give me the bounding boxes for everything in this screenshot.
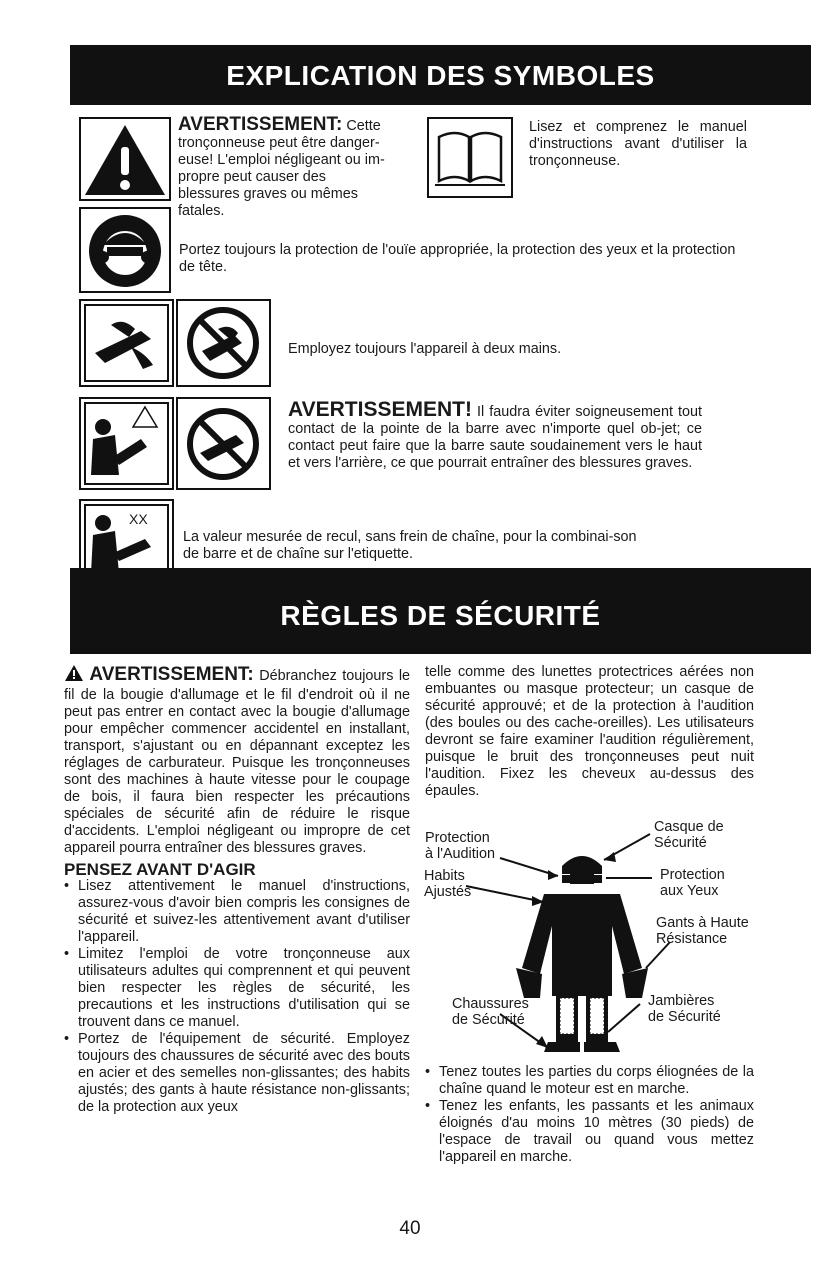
eye-protection-label: Protection aux Yeux bbox=[660, 867, 725, 899]
page-number: 40 bbox=[399, 1218, 421, 1239]
manual-book-icon bbox=[427, 117, 513, 198]
fitted-clothes-label: Habits Ajustés bbox=[424, 868, 472, 900]
ppe-text: Portez toujours la protection de l'ouïe appropriée, la protection des yeux et la protection de tête. bbox=[179, 242, 736, 275]
warning2-body: Il faudra éviter soigneusement tout contact de la pointe de la barre avec n'importe quel ob-jet; ce contact peut faire que la barre saute soudainement vers le haut et vers l'arrière, ce que pourrait entraîner des blessures graves. bbox=[288, 404, 702, 471]
warning2-block bbox=[288, 398, 702, 472]
warning1-body: tronçonneuse peut être danger-euse! L'emploi négligeant ou im-propre peut causer des blessures graves ou mêmes fatales. bbox=[178, 135, 385, 219]
right-bullets-block bbox=[425, 1064, 754, 1166]
right-continuation: telle comme des lunettes protectrices aérées non embuantes ou masque protecteur; un casque de sécurité approuvé; et de la protection à l'audition (des boules ou des cache-oreilles). Les utilisateurs devront se faire examiner l'audition régulièrement, puisque le bruit des tronçonneuses peut nuit l'audition. Fixez les cheveux au-dessus des épaules. bbox=[425, 664, 754, 799]
gloves-label: Gants à Haute Résistance bbox=[656, 915, 749, 947]
warning3-block bbox=[64, 664, 410, 857]
warning1-block bbox=[178, 116, 388, 220]
warning2-title: AVERTISSEMENT! bbox=[288, 398, 472, 421]
hearing-protection-label: Protection à l'Audition bbox=[425, 830, 495, 862]
list-item: • Tenez les enfants, les passants et les animaux éloignés d'au moins 10 mètres (30 pieds) de l'espace de travail ou quand vous mettez l'appareil en marche. bbox=[425, 1098, 754, 1166]
list-item: • Limitez l'emploi de votre tronçonneuse aux utilisateurs adultes qui comprennent et qui peuvent bien respecter les règles de sécurité, les precautions et les instructions d'utilisation qui se trouvent dans ce manuel. bbox=[64, 946, 410, 1031]
safety-rules-header: RÈGLES DE SÉCURITÉ bbox=[70, 568, 811, 654]
right-bullet-list bbox=[425, 1064, 754, 1166]
kickback-text: La valeur mesurée de recul, sans frein de chaîne, pour la combinai-son de barre et de chaîne sur l'etiquette. bbox=[183, 529, 637, 562]
warning-triangle-icon bbox=[79, 117, 171, 201]
two-hands-chainsaw-icon bbox=[79, 299, 174, 387]
left-column bbox=[64, 664, 410, 1116]
two-hands-text: Employez toujours l'appareil à deux mains. bbox=[288, 341, 562, 357]
chaps-label: Jambières de Sécurité bbox=[648, 993, 721, 1025]
left-bullet-list bbox=[64, 878, 410, 1116]
list-item: • Lisez attentivement le manuel d'instructions, assurez-vous d'avoir bien compris les consignes de sécurité et suivez-les attentivement avant d'utiliser l'appareil. bbox=[64, 878, 410, 946]
one-hand-prohibited-icon bbox=[176, 299, 271, 387]
symbols-header: EXPLICATION DES SYMBOLES bbox=[70, 45, 811, 105]
warning3-triangle-icon bbox=[64, 664, 84, 687]
list-item: • Tenez toutes les parties du corps éliognées de la chaîne quand le moteur est en marche. bbox=[425, 1064, 754, 1098]
warning3-title: AVERTISSEMENT: bbox=[89, 664, 254, 685]
ppe-head-icon bbox=[79, 207, 171, 293]
helmet-label: Casque de Sécurité bbox=[654, 819, 724, 851]
list-item: • Portez de l'équipement de sécurité. Employez toujours des chaussures de sécurité avec des bouts en acier et des semelles non-glissantes; des habits ajustés; des gants à haute résistance non-glissants; de la protection aux yeux bbox=[64, 1031, 410, 1116]
warning3-body: toujours le fil de la bougie d'allumage et le fil d'endroit où il ne peut pas entrer en contact avec la bougie d'allumage pour empêcher commencer accidentel en installant, transport, s'ajustant ou en dépannant exceptez les réglages de carburateur. Puisque les tronçonneuses sont des machines à haute vitesse pour le coupage de bois, il faura bien respecter les précautions spéciales de sécurité afin de réduire le risque d'accidents. L'emploi négligeant ou impropre de cet appareil pourra entraîner des blessures graves. bbox=[64, 668, 411, 856]
kickback-warning-icon bbox=[79, 397, 174, 490]
kickback-value-label: XX bbox=[129, 511, 148, 527]
safety-gear-diagram bbox=[420, 818, 760, 1058]
think-heading: PENSEZ AVANT D'AGIR bbox=[64, 860, 256, 879]
safety-shoes-label: Chaussures de Sécurité bbox=[452, 996, 529, 1028]
manual-text: Lisez et comprenez le manuel d'instructions avant d'utiliser la tronçonneuse. bbox=[529, 119, 747, 169]
tip-contact-prohibited-icon bbox=[176, 397, 271, 490]
warning1-title: AVERTISSEMENT: bbox=[178, 114, 343, 135]
warning3-lead: Débranchez bbox=[259, 668, 337, 684]
warning1-lead: Cette bbox=[346, 118, 381, 134]
